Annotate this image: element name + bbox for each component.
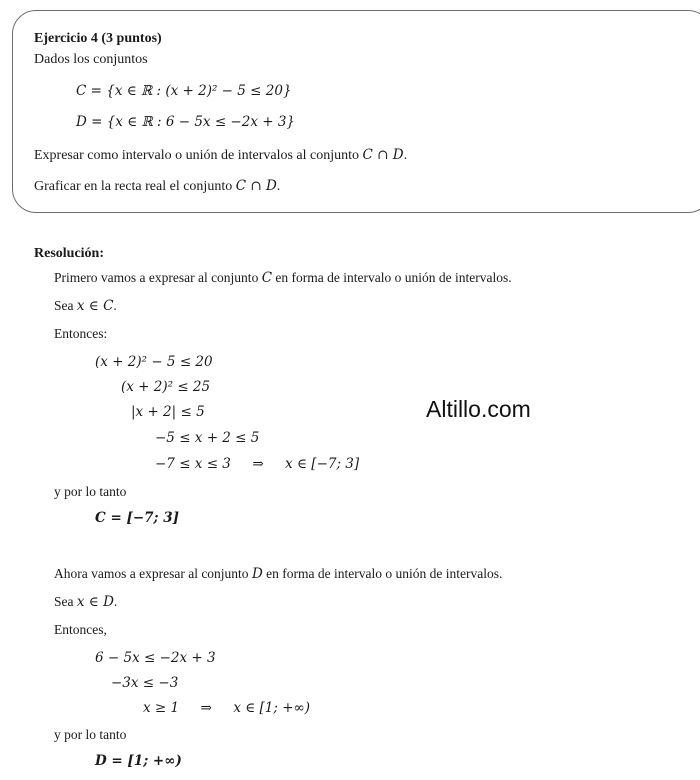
part-c-result: C = [−7; 3]: [95, 510, 180, 526]
part-c-intro: [54, 269, 512, 287]
part-d-then: Entonces,: [54, 622, 107, 637]
part-c-let-end: .: [113, 298, 117, 313]
part-c-step-3: |x + 2| ≤ 5: [131, 404, 205, 420]
part-c-then: Entonces:: [54, 326, 108, 341]
part-d-therefore: y por lo tanto: [54, 727, 127, 742]
task-1-end: .: [403, 148, 408, 163]
task-2-math: C ∩ D: [235, 178, 277, 194]
part-d-let-math: x ∈ D: [76, 594, 114, 610]
part-c-step-1: (x + 2)² − 5 ≤ 20: [95, 354, 213, 370]
set-c-definition: C = {x ∈ ℝ : (x + 2)² − 5 ≤ 20}: [76, 83, 292, 99]
part-d-step-3: x ≥ 1 ⇒ x ∈ [1; +∞): [143, 700, 311, 716]
part-d-let: [54, 593, 117, 611]
part-d-intro: [54, 565, 502, 583]
resolution-heading: Resolución:: [34, 246, 104, 261]
part-c-step-2: (x + 2)² ≤ 25: [121, 379, 211, 395]
part-d-intro-text: Ahora vamos a expresar al conjunto: [54, 566, 252, 581]
part-c-let-text: Sea: [54, 298, 77, 313]
task-2-text: Graficar en la recta real el conjunto: [34, 179, 236, 194]
part-c-let-math: x ∈ C: [76, 298, 114, 314]
part-d-result: D = [1; +∞): [95, 753, 182, 769]
part-c-step-4: −5 ≤ x + 2 ≤ 5: [155, 430, 260, 446]
part-d-step-2: −3x ≤ −3: [111, 675, 179, 691]
part-c-intro-end: en forma de intervalo o unión de intervalos.: [272, 270, 512, 285]
part-c-therefore: y por lo tanto: [54, 484, 127, 499]
part-d-intro-math: D: [251, 566, 263, 582]
task-2-end: .: [276, 179, 281, 194]
exercise-title: Ejercicio 4 (3 puntos): [34, 31, 162, 46]
part-d-let-text: Sea: [54, 594, 77, 609]
task-1-text: Expresar como intervalo o unión de intervalos al conjunto: [34, 148, 363, 163]
part-d-let-end: .: [113, 594, 118, 609]
watermark: Altillo.com: [426, 396, 531, 422]
part-c-intro-text: Primero vamos a expresar al conjunto: [54, 270, 262, 285]
part-c-step-5: −7 ≤ x ≤ 3 ⇒ x ∈ [−7; 3]: [155, 456, 360, 472]
set-d-definition: D = {x ∈ ℝ : 6 − 5x ≤ −2x + 3}: [76, 114, 296, 130]
task-1-math: C ∩ D: [362, 147, 404, 163]
part-c-let: [54, 297, 117, 315]
task-2: [34, 177, 280, 196]
part-d-step-1: 6 − 5x ≤ −2x + 3: [95, 650, 216, 666]
exercise-intro: Dados los conjuntos: [34, 52, 148, 67]
task-1: [34, 146, 407, 165]
part-c-intro-math: C: [261, 270, 273, 286]
part-d-intro-end: en forma de intervalo o unión de intervalos.: [262, 566, 503, 581]
